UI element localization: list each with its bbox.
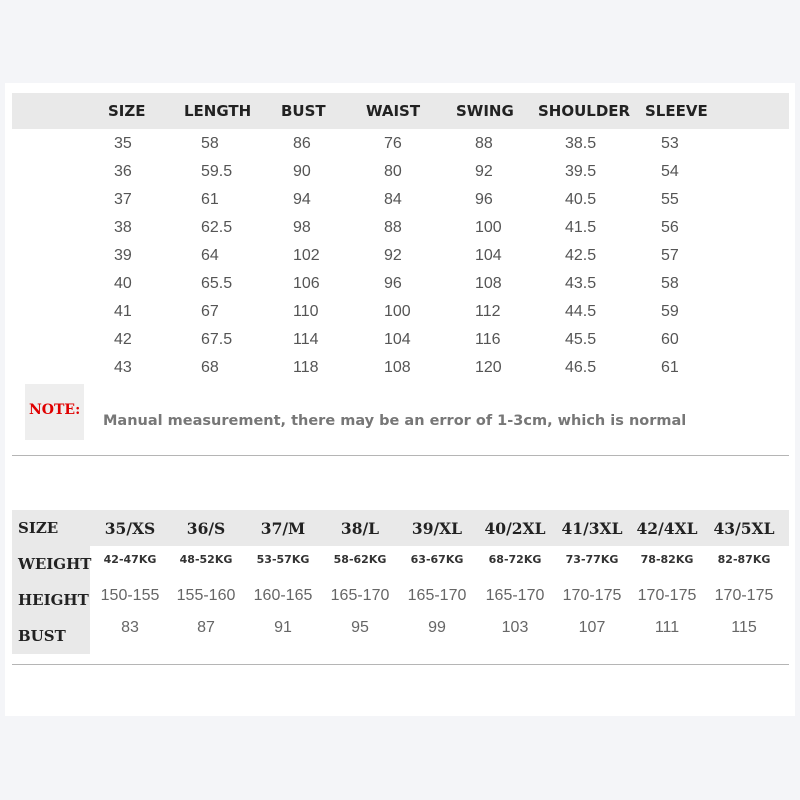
header-swing: SWING	[456, 102, 514, 120]
cell-bust: 118	[293, 359, 319, 376]
section-divider	[12, 455, 789, 456]
cell-swing: 112	[475, 303, 501, 320]
table-row	[0, 242, 800, 270]
size-value: 35/XS	[104, 519, 156, 538]
cell-swing: 92	[475, 163, 493, 180]
cell-waist: 84	[384, 191, 402, 208]
cell-waist: 76	[384, 135, 402, 152]
cell-shoulder: 38.5	[565, 135, 597, 152]
cell-length: 68	[201, 359, 219, 376]
cell-size: 37	[114, 191, 132, 208]
size-value: 36/S	[186, 519, 226, 538]
header-bust: BUST	[281, 102, 326, 120]
cell-size: 38	[114, 219, 132, 236]
cell-bust: 86	[293, 135, 311, 152]
cell-length: 59.5	[201, 163, 233, 180]
size-value: 43/5XL	[713, 519, 775, 538]
cell-bust: 102	[293, 247, 320, 264]
header-shoulder: SHOULDER	[538, 102, 631, 120]
bust-value: 91	[274, 619, 292, 636]
cell-swing: 120	[475, 359, 502, 376]
cell-sleeve: 57	[661, 247, 679, 264]
cell-length: 62.5	[201, 219, 233, 236]
weight-value: 82-87KG	[717, 553, 771, 566]
cell-length: 65.5	[201, 275, 233, 292]
height-value: 165-170	[407, 587, 467, 604]
weight-value: 48-52KG	[179, 553, 233, 566]
bust-value: 107	[578, 619, 606, 636]
cell-shoulder: 44.5	[565, 303, 597, 320]
label-size: SIZE	[18, 519, 59, 537]
cell-sleeve: 54	[661, 163, 679, 180]
cell-size: 39	[114, 247, 132, 264]
height-value: 165-170	[330, 587, 390, 604]
cell-sleeve: 56	[661, 219, 679, 236]
cell-waist: 96	[384, 275, 402, 292]
cell-size: 42	[114, 331, 132, 348]
cell-swing: 104	[475, 247, 502, 264]
height-value: 165-170	[485, 587, 545, 604]
bust-value: 103	[501, 619, 529, 636]
cell-swing: 116	[475, 331, 501, 348]
size-value: 39/XL	[411, 519, 463, 538]
height-value: 170-175	[637, 587, 697, 604]
weight-value: 58-62KG	[333, 553, 387, 566]
bottom-divider	[12, 664, 789, 665]
cell-waist: 88	[384, 219, 402, 236]
cell-sleeve: 53	[661, 135, 679, 152]
cell-size: 40	[114, 275, 132, 292]
header-length: LENGTH	[184, 102, 252, 120]
cell-length: 67.5	[201, 331, 233, 348]
header-size: SIZE	[108, 102, 146, 120]
cell-bust: 106	[293, 275, 320, 292]
cell-waist: 100	[384, 303, 411, 320]
weight-value: 53-57KG	[256, 553, 310, 566]
cell-bust: 94	[293, 191, 311, 208]
cell-length: 67	[201, 303, 219, 320]
cell-waist: 80	[384, 163, 402, 180]
table-row	[0, 130, 800, 158]
size-value: 38/L	[340, 519, 380, 538]
size-value: 41/3XL	[561, 519, 623, 538]
cell-shoulder: 45.5	[565, 331, 597, 348]
weight-value: 42-47KG	[103, 553, 157, 566]
cell-sleeve: 61	[661, 359, 679, 376]
label-bust: BUST	[18, 627, 66, 645]
size-value: 40/2XL	[484, 519, 546, 538]
cell-size: 43	[114, 359, 132, 376]
table-row	[0, 354, 800, 382]
cell-swing: 108	[475, 275, 502, 292]
header-waist: WAIST	[366, 102, 421, 120]
cell-waist: 92	[384, 247, 402, 264]
cell-sleeve: 60	[661, 331, 679, 348]
note-text: Manual measurement, there may be an error of 1-3cm, which is normal	[103, 413, 687, 429]
table-row	[0, 214, 800, 242]
cell-bust: 90	[293, 163, 311, 180]
bust-value: 99	[428, 619, 446, 636]
cell-sleeve: 55	[661, 191, 679, 208]
label-height: HEIGHT	[18, 591, 89, 609]
bust-value: 83	[121, 619, 139, 636]
cell-bust: 110	[293, 303, 319, 320]
table-row	[0, 298, 800, 326]
weight-value: 73-77KG	[565, 553, 619, 566]
cell-sleeve: 58	[661, 275, 679, 292]
table-row	[0, 186, 800, 214]
cell-swing: 88	[475, 135, 493, 152]
cell-swing: 96	[475, 191, 493, 208]
header-sleeve: SLEEVE	[645, 102, 708, 120]
height-value: 150-155	[100, 587, 160, 604]
height-value: 170-175	[714, 587, 774, 604]
weight-value: 68-72KG	[488, 553, 542, 566]
cell-shoulder: 46.5	[565, 359, 597, 376]
cell-length: 61	[201, 191, 219, 208]
bust-value: 95	[351, 619, 369, 636]
cell-size: 41	[114, 303, 132, 320]
cell-waist: 104	[384, 331, 411, 348]
size-value: 37/M	[260, 519, 306, 538]
cell-length: 64	[201, 247, 219, 264]
table-row	[0, 326, 800, 354]
cell-waist: 108	[384, 359, 411, 376]
cell-shoulder: 43.5	[565, 275, 597, 292]
bust-value: 115	[731, 619, 757, 636]
weight-value: 63-67KG	[410, 553, 464, 566]
weight-value: 78-82KG	[640, 553, 694, 566]
size-chart-header	[12, 93, 789, 129]
label-weight: WEIGHT	[18, 555, 92, 573]
note-label: NOTE:	[29, 402, 81, 418]
cell-size: 35	[114, 135, 132, 152]
height-value: 170-175	[562, 587, 622, 604]
cell-size: 36	[114, 163, 132, 180]
cell-shoulder: 41.5	[565, 219, 597, 236]
cell-length: 58	[201, 135, 219, 152]
height-value: 155-160	[176, 587, 236, 604]
bust-value: 87	[197, 619, 215, 636]
cell-swing: 100	[475, 219, 502, 236]
size-value: 42/4XL	[636, 519, 698, 538]
cell-bust: 98	[293, 219, 311, 236]
cell-shoulder: 40.5	[565, 191, 597, 208]
cell-shoulder: 39.5	[565, 163, 597, 180]
cell-bust: 114	[293, 331, 319, 348]
bust-value: 111	[654, 619, 680, 636]
cell-sleeve: 59	[661, 303, 679, 320]
table-row	[0, 158, 800, 186]
cell-shoulder: 42.5	[565, 247, 597, 264]
height-value: 160-165	[253, 587, 313, 604]
table-row	[0, 270, 800, 298]
